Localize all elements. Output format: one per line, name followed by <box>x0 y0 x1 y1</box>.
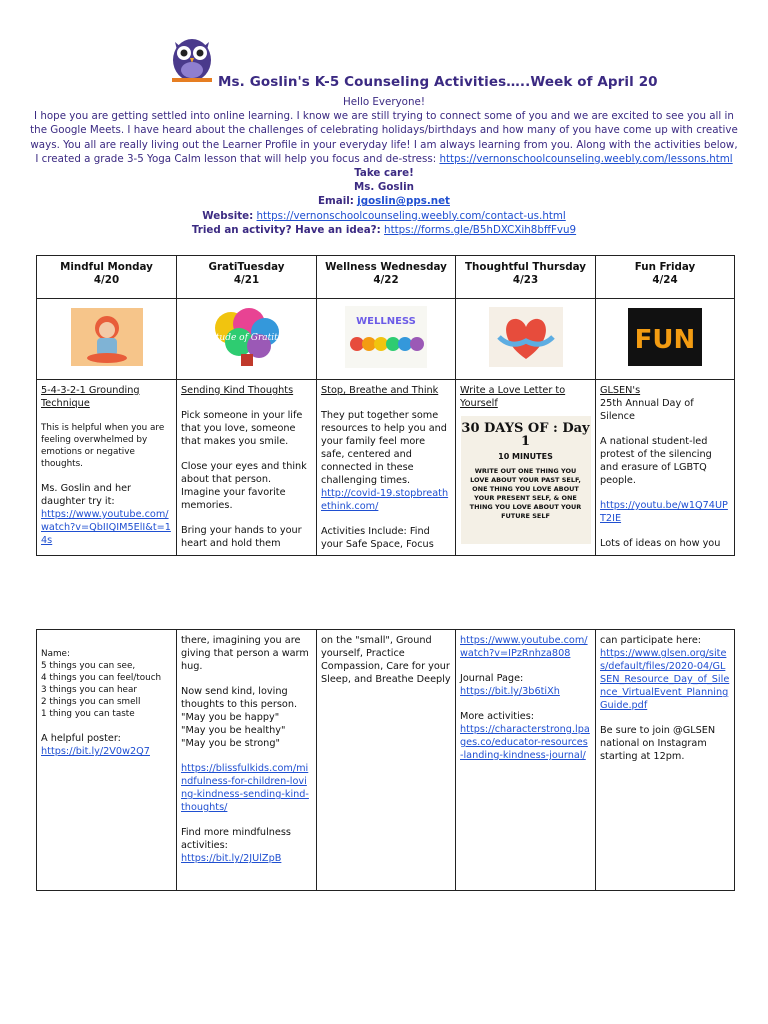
friday-p2a: Lots of ideas on how you <box>600 538 721 549</box>
day-header-thursday: Thoughtful Thursday 4/23 <box>456 256 596 299</box>
friday-cell-1 <box>596 380 735 556</box>
wednesday-p2a: Activities Include: Find your Safe Space, Focus <box>321 526 434 550</box>
email-label: Email: <box>318 195 354 208</box>
monday-list-1: 5 things you can see, <box>41 661 136 671</box>
idea-line <box>28 223 740 237</box>
monday-list-3: 3 things you can hear <box>41 685 137 695</box>
signature: Ms. Goslin <box>354 181 414 194</box>
tuesday-p3b: there, imagining you are giving that person a warm hug. <box>181 635 309 672</box>
gratitude-image-text: Attitude of Gratitude <box>198 333 295 343</box>
wednesday-link[interactable]: http://covid-19.stopbreathethink.com/ <box>321 488 449 512</box>
yoga-lesson-link[interactable]: https://vernonschoolcounseling.weebly.com/lessons.html <box>439 152 733 165</box>
fun-image <box>628 308 702 366</box>
owl-logo <box>168 34 216 84</box>
monday-activity-title: 5-4-3-2-1 Grounding Technique <box>41 385 140 409</box>
thursday-cell-2 <box>456 630 596 891</box>
wellness-image-text: WELLNESS <box>356 316 416 327</box>
tuesday-q1: "May you be happy" <box>181 712 280 723</box>
email-line <box>28 194 740 208</box>
monday-cell-1 <box>37 380 177 556</box>
activity-row-2 <box>37 630 735 891</box>
thursday-journal-label: Journal Page: <box>460 673 524 684</box>
activities-table-page1 <box>36 255 735 556</box>
poster-body: WRITE OUT ONE THING YOU LOVE ABOUT YOUR PAST SELF, ONE THING YOU LOVE ABOUT YOUR PRESENT SELF, & ONE THING YOU LOVE ABOUT YOUR FUTURE SELF <box>469 467 582 520</box>
thursday-activity-title: Write a Love Letter to Yourself <box>460 385 566 409</box>
day-header-wednesday: Wellness Wednesday 4/22 <box>317 256 456 299</box>
day-header-monday: Mindful Monday 4/20 <box>37 256 177 299</box>
monday-poster-link[interactable]: https://bit.ly/2V0w2Q7 <box>41 746 150 757</box>
fun-image-text: FUN <box>634 325 696 355</box>
friday-p2b: can participate here: <box>600 635 702 646</box>
activity-row-1 <box>37 380 735 556</box>
tuesday-p4: Now send kind, loving thoughts to this person. <box>181 686 298 710</box>
friday-org: GLSEN's <box>600 385 641 396</box>
friday-p1: A national student-led protest of the silencing and erasure of LGBTQ people. <box>600 436 712 486</box>
idea-form-link[interactable]: https://forms.gle/B5hDXCXih8bffFvu9 <box>384 223 577 236</box>
page-title: Ms. Goslin's K-5 Counseling Activities…..Week of April 20 <box>218 74 658 90</box>
tuesday-cell-2 <box>177 630 317 891</box>
thursday-more-label: More activities: <box>460 711 535 722</box>
tuesday-more-link[interactable]: https://bit.ly/2JUlZpB <box>181 853 282 864</box>
website-link[interactable]: https://vernonschoolcounseling.weebly.com/contact-us.html <box>256 209 566 222</box>
wednesday-p1: They put together some resources to help you and your family feel more safe, centered and connected in these challenging times. <box>321 410 447 486</box>
intro-block <box>28 95 740 237</box>
email-link[interactable]: jgoslin@pps.net <box>357 195 450 208</box>
day-header-tuesday: GratiTuesday 4/21 <box>177 256 317 299</box>
greeting: Hello Everyone! <box>343 96 425 108</box>
monday-cell-2 <box>37 630 177 891</box>
mindful-girl-image <box>71 308 143 366</box>
monday-list-4: 2 things you can smell <box>41 697 141 707</box>
tuesday-blissfulkids-link[interactable]: https://blissfulkids.com/mindfulness-for-children-loving-kindness-sending-kind-thoughts/ <box>181 763 309 813</box>
take-care: Take care! <box>354 167 414 180</box>
activities-table-page2 <box>36 629 735 891</box>
day-header-friday: Fun Friday 4/24 <box>596 256 735 299</box>
tuesday-activity-title: Sending Kind Thoughts <box>181 385 294 396</box>
image-row <box>37 299 735 380</box>
thursday-youtube-link[interactable]: https://www.youtube.com/watch?v=IPzRnhza808 <box>460 635 588 659</box>
tuesday-q3: "May you be strong" <box>181 738 280 749</box>
poster-head: 30 DAYS OF : Day 1 <box>461 421 590 449</box>
heart-hug-image <box>489 307 563 367</box>
monday-name-label: Name: <box>41 649 70 659</box>
monday-video-link[interactable]: https://www.youtube.com/watch?v=QbIIQIM5ElI&t=14s <box>41 509 171 546</box>
intro-text: I hope you are getting settled into online learning. I know we are still trying to connect some of you and we are excited to see you all in the Google Meets. I have heard about the challenges of celebrating holidays/birthdays and how many of you have come up with creative ways. You all are really living out the Learner Profile in your everyday life! I am always learning from you. Along with the activities below, I created a grade 3-5 Yoga Calm lesson that will help you focus and de-stress: <box>30 110 738 165</box>
poster-minutes: 10 MINUTES <box>498 452 553 461</box>
website-label: Website: <box>202 209 254 222</box>
tuesday-q2: "May you be healthy" <box>181 725 286 736</box>
thursday-journal-link[interactable]: https://bit.ly/3b6tiXh <box>460 686 560 697</box>
love-letter-poster <box>461 416 591 544</box>
wellness-image <box>345 306 427 368</box>
friday-activity-title: 25th Annual Day of Silence <box>600 398 694 422</box>
friday-glsen-guide-link[interactable]: https://www.glsen.org/sites/default/files/2020-04/GLSEN_Resource_Day_of_Silence_VirtualEvent_PlanningGuide.pdf <box>600 648 730 711</box>
monday-list-2: 4 things you can feel/touch <box>41 673 162 683</box>
friday-p3: Be sure to join @GLSEN national on Instagram starting at 12pm. <box>600 725 716 762</box>
tuesday-p2: Close your eyes and think about that person. Imagine your favorite memories. <box>181 461 307 511</box>
wednesday-cell-2 <box>317 630 456 891</box>
monday-list-5: 1 thing you can taste <box>41 709 135 719</box>
monday-desc: This is helpful when you are feeling overwhelmed by emotions or negative thoughts. <box>41 423 165 469</box>
idea-label: Tried an activity? Have an idea?: <box>191 223 381 236</box>
friday-cell-2 <box>596 630 735 891</box>
tuesday-cell-1 <box>177 380 317 556</box>
tuesday-more-label: Find more mindfulness activities: <box>181 827 291 851</box>
wednesday-activity-title: Stop, Breathe and Think <box>321 385 439 396</box>
gratitude-image <box>198 306 295 368</box>
wednesday-cell-1 <box>317 380 456 556</box>
friday-video-link[interactable]: https://youtu.be/w1Q74UPT2IE <box>600 500 728 524</box>
tuesday-p3a: Bring your hands to your heart and hold them <box>181 525 302 549</box>
thursday-cell-1 <box>456 380 596 556</box>
monday-poster-label: A helpful poster: <box>41 733 121 744</box>
website-line <box>28 209 740 223</box>
day-header-row <box>37 256 735 299</box>
thursday-characterstrong-link[interactable]: https://characterstrong.lpages.co/educator-resources-landing-kindness-journal/ <box>460 724 590 761</box>
wednesday-p2b: on the "small", Ground yourself, Practice Compassion, Care for your Sleep, and Breathe Deeply <box>321 635 451 685</box>
intro-paragraph <box>28 109 740 166</box>
monday-video-intro: Ms. Goslin and her daughter try it: <box>41 483 132 507</box>
tuesday-p1: Pick someone in your life that you love, someone that makes you smile. <box>181 410 303 447</box>
